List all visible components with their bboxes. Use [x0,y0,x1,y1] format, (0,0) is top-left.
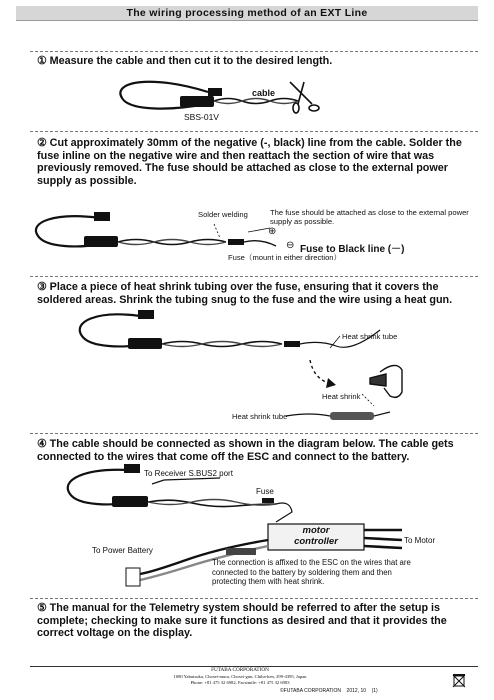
divider [30,598,478,599]
cable-label: cable [252,88,276,98]
fuse-black-label: Fuse to Black line (－) [300,244,405,255]
battery-connector [126,568,140,586]
heat-shrink-tube-label-2: Heat shrink tube [232,412,288,421]
sbs01v-label: SBS-01V [184,112,219,122]
footer-company: FUTABA CORPORATION [211,667,269,673]
footer-copyright: ©FUTABA CORPORATION 2012, 10 (1) [280,688,378,694]
footer-phone: Phone: +81 475 32 6982, Facsimile: +81 475 32 6983 [190,680,290,685]
heat-shrink-label: Heat shrink [322,392,361,401]
fuse-mount-label: Fuse（mount in either direction） [228,253,342,262]
plus-icon: ⊕ [268,226,277,237]
step-5-text: ⑤ The manual for the Telemetry system should be referred to after the setup is complete; checking to make sure it functions as desired and that it provides the correct voltage on the display. [37,602,447,639]
solder-label: Solder welding [198,210,248,219]
heat-shrink-tube-label-1: Heat shrink tube [342,332,398,341]
step-1-text: ① Measure the cable and then cut it to the desired length. [37,55,333,67]
step-3-text: ③ Place a piece of heat shrink tubing over the fuse, ensuring that it covers the soldered areas. Shrink the tubing snug to the fuse and the wire using a heat gun. [37,281,453,306]
minus-icon: ⊖ [286,240,295,251]
fuse-label: Fuse [256,487,274,496]
esc-label-line-2: controller [294,536,338,547]
recycle-bin-icon [452,672,466,688]
note-label: The fuse should be attached as close to the external power supply as possible. [270,208,469,226]
step-4-text: ④ The cable should be connected as shown in the diagram below. The cable gets connected to the wires that come off the ESC and connect to the battery. [37,438,454,463]
esc-label [268,525,364,547]
receiver-label: To Receiver S.BUS2 port [144,469,233,478]
battery-label: To Power Battery [92,546,153,555]
step-2-text: ② Cut approximately 30mm of the negative (-, black) line from the cable. Solder the fuse inline on the negative wire and then reattach the section of wire that was previously removed. The fuse should be attached as close to the external power supply as possible. [37,137,462,187]
connection-note: The connection is affixed to the ESC on the wires that are connected to the battery by soldering them and then protecting them with heat shrink. [212,558,411,586]
page-title: The wiring processing method of an EXT Line [126,7,368,19]
motor-label: To Motor [404,536,436,545]
esc-label-line-1: motor [302,525,330,536]
footer-address: 1080 Yabutsuka, Chosei-mura, Chosei-gun, Chiba-ken, 299-4395, Japan [173,674,307,679]
